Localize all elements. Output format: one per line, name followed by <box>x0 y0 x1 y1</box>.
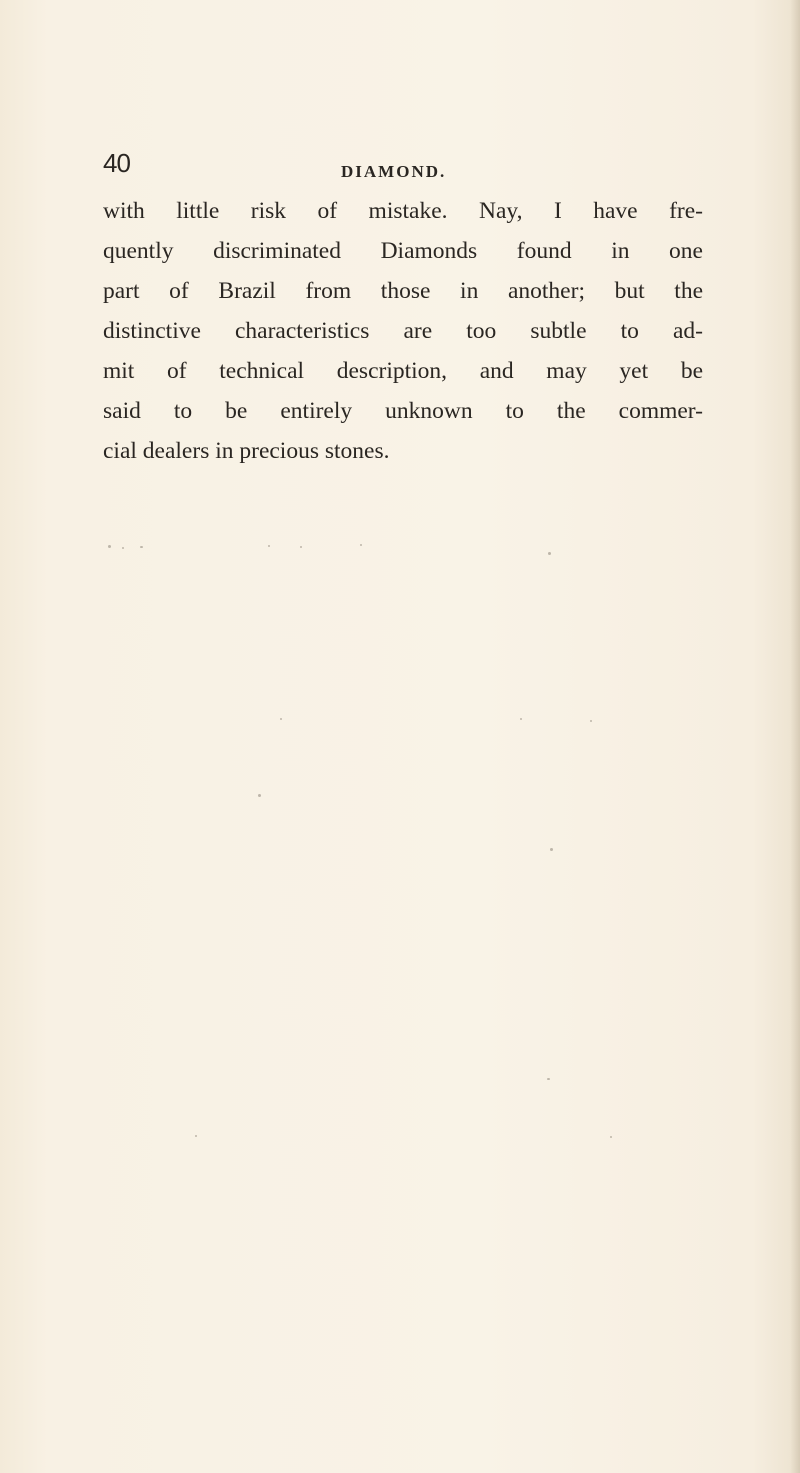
paper-speck <box>300 546 302 548</box>
paper-speck <box>140 546 143 548</box>
paper-speck <box>610 1136 612 1138</box>
page-number: 40 <box>103 148 130 178</box>
text-line: cial dealers in precious stones. <box>103 438 390 464</box>
text-line: distinctive characteristics are too subtle to ad- <box>103 318 703 344</box>
text-line: with little risk of mistake. Nay, I have fre- <box>103 198 703 224</box>
paper-speck <box>258 794 261 797</box>
text-line: part of Brazil from those in another; but the <box>103 278 703 304</box>
running-head: DIAMOND. <box>341 162 447 181</box>
paper-speck <box>548 552 551 555</box>
paper-speck <box>280 718 282 720</box>
paper-speck <box>268 545 270 547</box>
page-header <box>103 148 703 188</box>
paper-speck <box>547 1078 550 1080</box>
page-edge-shadow <box>790 0 800 1473</box>
body-paragraph <box>103 191 703 471</box>
paper-speck <box>195 1135 197 1137</box>
paper-speck <box>590 720 592 722</box>
paper-speck <box>122 547 124 549</box>
text-line: mit of technical description, and may yet be <box>103 358 703 384</box>
paper-speck <box>550 848 553 851</box>
text-line: said to be entirely unknown to the commer- <box>103 398 703 424</box>
paper-speck <box>520 718 522 720</box>
paper-speck <box>360 544 362 546</box>
paper-speck <box>108 545 111 548</box>
text-line: quently discriminated Diamonds found in one <box>103 238 703 264</box>
